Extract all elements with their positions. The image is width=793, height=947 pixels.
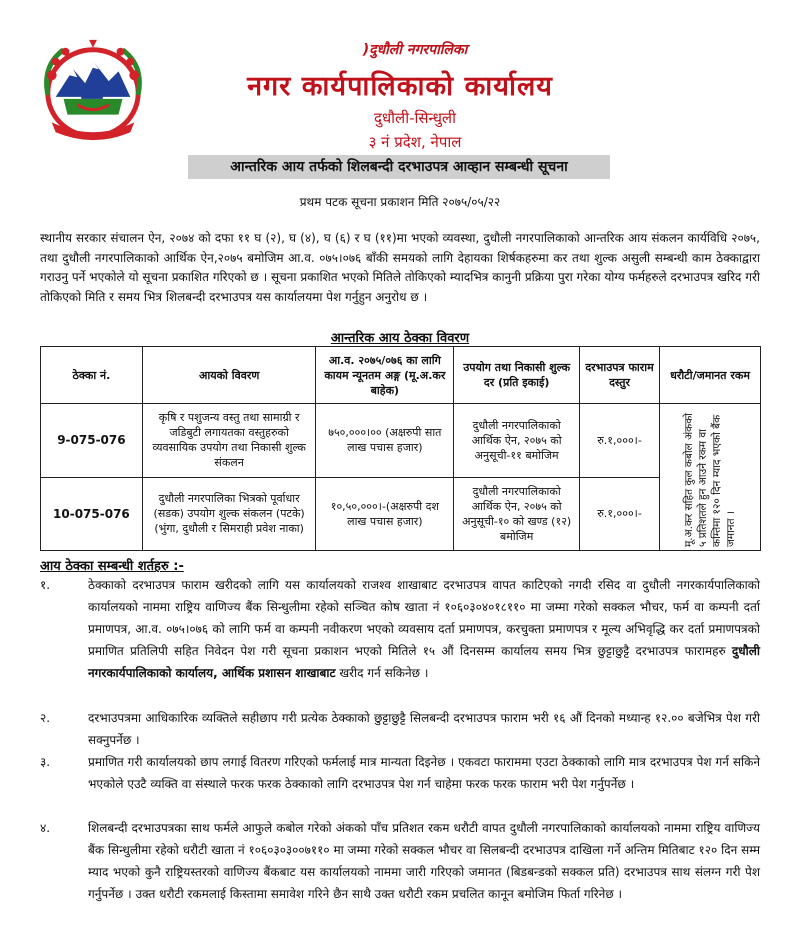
table-row — [41, 404, 761, 478]
deposit-cell — [659, 404, 760, 551]
row-description: दुधौली नगरपालिका भित्रको पूर्वाधार (सडक) उपयोग शुल्क संकलन (पटके) (भुंगा, दुधौली र सिमराही प्रवेश नाका) — [142, 477, 316, 551]
row-contract-no: 9-075-076 — [41, 404, 143, 478]
header-min-amount: आ.व. २०७५/०७६ का लागि कायम न्यूनतम अङ्ग (मू.अ.कर बाहेक) — [316, 347, 454, 404]
table-row — [41, 477, 761, 551]
condition-number: १. — [40, 578, 51, 592]
condition-item — [40, 751, 760, 795]
condition-number: २. — [40, 711, 51, 725]
condition-number: ३. — [40, 755, 51, 769]
condition-text: ठेक्काको दरभाउपत्र फाराम खरीदको लागि यस कार्यालयको राजश्व शाखाबाट दरभाउपत्र वापत काटिएको नगदी रसिद वा दुधौली नगरकार्यपालिकाको कार्यालयको नाममा राष्ट्रिय वाणिज्य बैंक सिन्धुलीमा रहेको सञ्चित कोष खाता नं १०६०३०४०१८११० मा जम्मा गरेको सक्कल भौचर, फर्म वा कम्पनी दर्ता प्रमाणपत्र, आ.व. ०७५।०७६ को लागि फर्म वा कम्पनी नवीकरण भएको व्यवसाय दर्ता प्रमाणपत्र, करचुक्ता प्रमाणपत्र र मूल्य अभिवृद्धि कर दर्ता प्रमाणपत्रको प्रमाणित प्रतिलिपी सहित निवेदन पेश गरी सूचना प्रकाशन भएको मितिले १५ औं दिनसम्म कार्यालय समय भित्र छुट्टाछुट्टै दरभाउपत्र फारामहरु दुधौली नगरकार्यपालिकाको कार्यालय, आर्थिक प्रशासन शाखाबाट खरीद गर्न सकिनेछ । — [88, 578, 760, 680]
row-fee-rate: दुधौली नगरपालिकाको आर्थिक ऐन, २०७५ को अनुसूची-१० को खण्ड (१२) बमोजिम — [454, 477, 580, 551]
municipality-small-heading: )दुधौली नगरपालिका — [362, 42, 468, 58]
table-title: आन्तरिक आय ठेक्का विवरण — [330, 331, 470, 346]
conditions-title: आय ठेक्का सम्बन्धी शर्तहरु :- — [40, 559, 184, 574]
row-form-fee: रु.१,०००।- — [580, 404, 660, 478]
deposit-note: मू.अ.कर सहित कुल कबोल अंकको ५ प्रतिशतले हुन आउने रकम वा कम्तिमा १२० दिन म्याद भएको बैंक जमानत । — [682, 412, 737, 547]
place-line: दुधौली-सिन्धुली — [373, 109, 456, 127]
row-form-fee: रु.१,०००।- — [580, 477, 660, 551]
row-description: कृषि र पशुजन्य वस्तु तथा सामाग्री र जडिबुटी लगायतका वस्तुहरुको व्यवसायिक उपयोग तथा निकासी शुल्क संकलन — [142, 404, 316, 478]
header-contract-no: ठेक्का नं. — [41, 347, 143, 404]
row-min-amount: ७५०,०००।०० (अक्षरुपी सात लाख पचास हजार) — [316, 404, 454, 478]
header-fee-rate: उपयोग तथा निकासी शुल्क दर (प्रति इकाई) — [454, 347, 580, 404]
condition-text: प्रमाणित गरी कार्यालयको छाप लगाई वितरण गरिएको फर्मलाई मात्र मान्यता दिइनेछ । एकवटा फाराममा एउटा ठेक्काको लागि मात्र दरभाउपत्र पेश गर्न सकिने भएकोले एउटै व्यक्ति वा संस्थाले फरक फरक ठेक्काको लागि दरभाउपत्र पेश गर्न चाहेमा फरक फरक फाराम भरी पेश गर्नुपर्नेछ । — [88, 755, 760, 791]
condition-item — [40, 817, 760, 905]
condition-text: शिलबन्दी दरभाउपत्रका साथ फर्मले आफुले कबोल गरेको अंकको पाँच प्रतिशत रकम धरौटी वापत दुधौली नगरपालिकाको कार्यालयको नाममा राष्ट्रिय वाणिज्य बैंक सिन्धुलीमा रहेको धरौटी खाता नं १०६०३०३००७११० मा जम्मा गरेको सक्कल भौचर वा सिलबन्दी दरभाउपत्र दाखिला गर्ने अन्तिम मितिबाट १२० दिन सम्म म्याद भएको कुनै राष्ट्रियस्तरको वाणिज्य बैंकबाट यस कार्यालयको नाममा जारी गरिएको जमानत (बिडबन्डको सक्कल प्रति) दरभाउपत्र साथ संलग्न गरी पेश गर्नुपर्नेछ । उक्त धरौटी रकमलाई किस्तामा समावेश गरिने छैन साथै उक्त धरौटी रकम प्रचलित कानून बमोजिम फिर्ता गरिनेछ । — [88, 821, 760, 901]
intro-paragraph: स्थानीय सरकार संचालन ऐन, २०७४ को दफा ११ घ (२), घ (४), घ (६) र घ (११)मा भएको व्यवस्था, दुधौली नगरपालिकाको आन्तरिक आय संकलन कार्यविधि २०७५, तथा दुधौली नगरपालिकाको आर्थिक ऐन,२०७५ बमोजिम आ.व. ०७५।०७६ बाँकी समयको लागि देहायका शिर्षकहरुमा कर तथा शुल्क असुली सम्बन्धी काम ठेक्काद्वारा गराउनु पर्ने भएकोले यो सूचना प्रकाशित गरिएको छ । सूचना प्रकाशित भएको मितिले तोकिएको म्यादभित्र कानुनी प्रक्रिया पुरा गरेका योग्य फर्महरुले दरभाउपत्र खरिद गरी तोकिएको मिति र समय भित्र शिलबन्दी दरभाउपत्र यस कार्यालयमा पेश गर्नुहुन अनुरोध छ । — [40, 231, 760, 304]
contract-table — [40, 346, 761, 551]
condition-item — [40, 707, 760, 751]
condition-text: दरभाउपत्रमा आधिकारिक व्यक्तिले सहीछाप गरी प्रत्येक ठेक्काको छुट्टाछुट्टै सिलबन्दी दरभाउपत्र फाराम भरी १६ औं दिनको मध्यान्ह १२.०० बजेभित्र पेश गरी सक्नुपर्नेछ । — [88, 711, 760, 747]
row-min-amount: १०,५०,०००।-(अक्षरुपी दश लाख पचास हजार) — [316, 477, 454, 551]
table-header-row — [41, 347, 761, 404]
row-contract-no: 10-075-076 — [41, 477, 143, 551]
header-form-fee: दरभाउपत्र फाराम दस्तुर — [580, 347, 660, 404]
condition-bold-text: दुधौली नगरकार्यपालिकाको कार्यालय, आर्थिक प्रशासन शाखाबाट — [88, 644, 760, 680]
condition-number: ४. — [40, 821, 51, 835]
row-fee-rate: दुधौली नगरपालिकाको आर्थिक ऐन, २०७५ को अनुसूची-११ बमोजिम — [454, 404, 580, 478]
nepal-emblem-icon — [34, 36, 152, 146]
office-name-heading: नगर कार्यपालिकाको कार्यालय — [247, 71, 553, 102]
header-description: आयको विवरण — [142, 347, 316, 404]
header-deposit: धरौटी/जमानत रकम — [659, 347, 760, 404]
notice-title: आन्तरिक आय तर्फको शिलबन्दी दरभाउपत्र आव्हान सम्बन्धी सूचना — [188, 155, 610, 179]
publication-date: प्रथम पटक सूचना प्रकाशन मिति २०७५/०५/२२ — [299, 195, 501, 209]
condition-item — [40, 574, 760, 684]
province-line: ३ नं प्रदेश, नेपाल — [368, 133, 462, 151]
